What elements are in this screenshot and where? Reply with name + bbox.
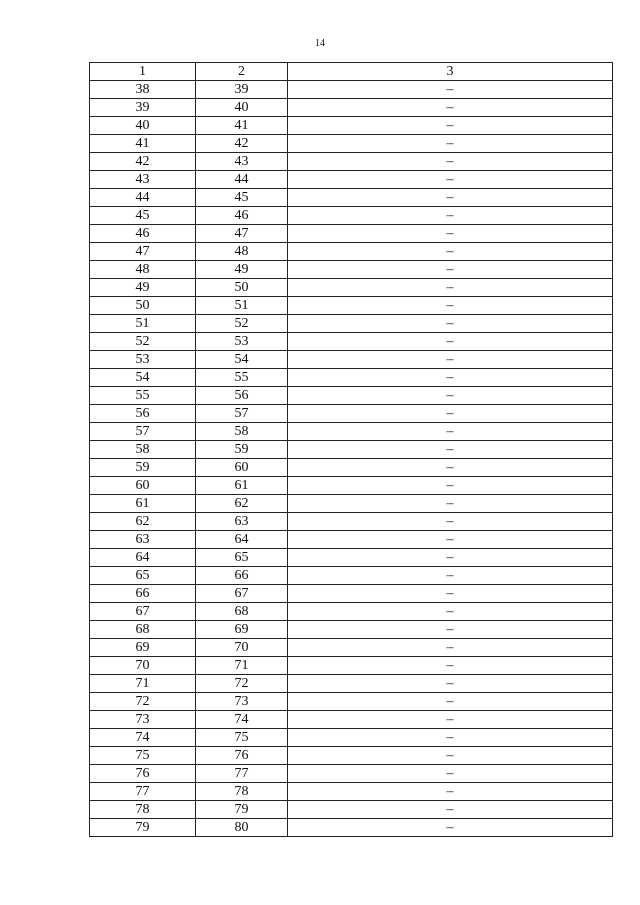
table-cell-col-1: 52 <box>90 333 196 351</box>
table-cell-col-2: 48 <box>196 243 288 261</box>
table-row <box>90 801 613 819</box>
table-cell-col-3: – <box>288 135 613 153</box>
table-cell-col-1: 70 <box>90 657 196 675</box>
table-row <box>90 639 613 657</box>
table-cell-col-3: – <box>288 747 613 765</box>
table-cell-col-3: – <box>288 189 613 207</box>
table-row <box>90 117 613 135</box>
table-cell-col-1: 73 <box>90 711 196 729</box>
table-cell-col-1: 50 <box>90 297 196 315</box>
table-cell-col-1: 60 <box>90 477 196 495</box>
table-cell-col-3: – <box>288 693 613 711</box>
table-cell-col-3: – <box>288 675 613 693</box>
table-cell-col-1: 72 <box>90 693 196 711</box>
table-row <box>90 189 613 207</box>
table-cell-col-1: 44 <box>90 189 196 207</box>
table-cell-col-1: 38 <box>90 81 196 99</box>
table-cell-col-3: – <box>288 765 613 783</box>
table-cell-col-2: 41 <box>196 117 288 135</box>
table-cell-col-3: – <box>288 459 613 477</box>
table-cell-col-3: – <box>288 351 613 369</box>
table-row <box>90 819 613 837</box>
table-cell-col-1: 41 <box>90 135 196 153</box>
table-cell-col-1: 57 <box>90 423 196 441</box>
table-row <box>90 261 613 279</box>
table-row <box>90 207 613 225</box>
table-cell-col-3: – <box>288 513 613 531</box>
table-cell-col-2: 59 <box>196 441 288 459</box>
table-cell-col-2: 56 <box>196 387 288 405</box>
table-cell-col-3: – <box>288 783 613 801</box>
table-row <box>90 783 613 801</box>
page-number: 14 <box>315 38 325 49</box>
table-row <box>90 747 613 765</box>
table-cell-col-1: 66 <box>90 585 196 603</box>
table-cell-col-2: 45 <box>196 189 288 207</box>
table-cell-col-3: – <box>288 261 613 279</box>
table-cell-col-2: 78 <box>196 783 288 801</box>
table-cell-col-1: 68 <box>90 621 196 639</box>
table-cell-col-3: – <box>288 171 613 189</box>
table-cell-col-3: – <box>288 405 613 423</box>
table-cell-col-3: – <box>288 531 613 549</box>
table-row <box>90 765 613 783</box>
table-cell-col-1: 42 <box>90 153 196 171</box>
table-cell-col-2: 68 <box>196 603 288 621</box>
table-row <box>90 513 613 531</box>
table-cell-col-2: 47 <box>196 225 288 243</box>
table-cell-col-2: 54 <box>196 351 288 369</box>
table-cell-col-3: – <box>288 225 613 243</box>
table-cell-col-2: 52 <box>196 315 288 333</box>
table-row <box>90 135 613 153</box>
table-cell-col-2: 72 <box>196 675 288 693</box>
table-row <box>90 279 613 297</box>
table-cell-col-2: 71 <box>196 657 288 675</box>
table-header-row <box>90 63 613 81</box>
table-cell-col-1: 76 <box>90 765 196 783</box>
table-cell-col-1: 45 <box>90 207 196 225</box>
table-cell-col-1: 47 <box>90 243 196 261</box>
table-row <box>90 333 613 351</box>
table-cell-col-2: 53 <box>196 333 288 351</box>
table-row <box>90 657 613 675</box>
table-row <box>90 531 613 549</box>
table-cell-col-1: 39 <box>90 99 196 117</box>
table-cell-col-3: – <box>288 297 613 315</box>
table-cell-col-3: – <box>288 81 613 99</box>
table-cell-col-1: 59 <box>90 459 196 477</box>
table-cell-col-2: 63 <box>196 513 288 531</box>
table-cell-col-1: 43 <box>90 171 196 189</box>
table-cell-col-1: 63 <box>90 531 196 549</box>
table-cell-col-2: 62 <box>196 495 288 513</box>
table-cell-col-2: 65 <box>196 549 288 567</box>
table-cell-col-3: – <box>288 819 613 837</box>
table-cell-col-3: – <box>288 621 613 639</box>
table-cell-col-2: 61 <box>196 477 288 495</box>
table-cell-col-1: 54 <box>90 369 196 387</box>
table-cell-col-1: 77 <box>90 783 196 801</box>
table-row <box>90 315 613 333</box>
table-row <box>90 585 613 603</box>
table-cell-col-2: 67 <box>196 585 288 603</box>
table-row <box>90 171 613 189</box>
table-cell-col-1: 65 <box>90 567 196 585</box>
table-cell-col-2: 66 <box>196 567 288 585</box>
table-cell-col-3: – <box>288 585 613 603</box>
table-cell-col-1: 78 <box>90 801 196 819</box>
table-cell-col-1: 74 <box>90 729 196 747</box>
table-cell-col-2: 74 <box>196 711 288 729</box>
table-cell-col-1: 75 <box>90 747 196 765</box>
table-cell-col-2: 51 <box>196 297 288 315</box>
table-cell-col-3: – <box>288 441 613 459</box>
table-cell-col-1: 62 <box>90 513 196 531</box>
table-row <box>90 225 613 243</box>
table-cell-col-3: – <box>288 477 613 495</box>
table-cell-col-1: 48 <box>90 261 196 279</box>
table-cell-col-3: – <box>288 567 613 585</box>
table-cell-col-2: 57 <box>196 405 288 423</box>
table-row <box>90 603 613 621</box>
table-cell-col-2: 43 <box>196 153 288 171</box>
table-cell-col-3: – <box>288 711 613 729</box>
table-row <box>90 675 613 693</box>
column-header-1: 1 <box>90 63 196 81</box>
table-row <box>90 351 613 369</box>
table-cell-col-2: 46 <box>196 207 288 225</box>
table-row <box>90 387 613 405</box>
table-row <box>90 495 613 513</box>
table-cell-col-2: 40 <box>196 99 288 117</box>
table-cell-col-3: – <box>288 603 613 621</box>
table-row <box>90 423 613 441</box>
table-cell-col-1: 40 <box>90 117 196 135</box>
table-cell-col-1: 58 <box>90 441 196 459</box>
table-cell-col-2: 70 <box>196 639 288 657</box>
column-header-3: 3 <box>288 63 613 81</box>
table-cell-col-1: 79 <box>90 819 196 837</box>
table-row <box>90 693 613 711</box>
table-cell-col-3: – <box>288 801 613 819</box>
table-cell-col-2: 69 <box>196 621 288 639</box>
table-cell-col-1: 69 <box>90 639 196 657</box>
table-cell-col-1: 49 <box>90 279 196 297</box>
table-cell-col-2: 77 <box>196 765 288 783</box>
table-row <box>90 81 613 99</box>
table-cell-col-3: – <box>288 657 613 675</box>
table-cell-col-2: 50 <box>196 279 288 297</box>
table-row <box>90 441 613 459</box>
table-row <box>90 711 613 729</box>
table-cell-col-3: – <box>288 207 613 225</box>
table-cell-col-1: 46 <box>90 225 196 243</box>
table-cell-col-2: 39 <box>196 81 288 99</box>
table-cell-col-3: – <box>288 369 613 387</box>
table-cell-col-3: – <box>288 423 613 441</box>
table-row <box>90 405 613 423</box>
data-table <box>89 62 613 837</box>
table-cell-col-1: 55 <box>90 387 196 405</box>
table-cell-col-3: – <box>288 549 613 567</box>
table-cell-col-3: – <box>288 243 613 261</box>
table-cell-col-3: – <box>288 495 613 513</box>
table-cell-col-2: 58 <box>196 423 288 441</box>
table-cell-col-1: 64 <box>90 549 196 567</box>
table-cell-col-3: – <box>288 153 613 171</box>
table-cell-col-2: 75 <box>196 729 288 747</box>
table-cell-col-2: 79 <box>196 801 288 819</box>
table-cell-col-2: 49 <box>196 261 288 279</box>
table-row <box>90 621 613 639</box>
table-row <box>90 729 613 747</box>
table-cell-col-1: 51 <box>90 315 196 333</box>
table-cell-col-2: 42 <box>196 135 288 153</box>
table-cell-col-1: 53 <box>90 351 196 369</box>
table-cell-col-3: – <box>288 315 613 333</box>
table-cell-col-1: 67 <box>90 603 196 621</box>
table-cell-col-3: – <box>288 639 613 657</box>
table-row <box>90 477 613 495</box>
table-cell-col-3: – <box>288 117 613 135</box>
column-header-2: 2 <box>196 63 288 81</box>
table-cell-col-1: 56 <box>90 405 196 423</box>
table-cell-col-2: 73 <box>196 693 288 711</box>
table-row <box>90 459 613 477</box>
table-row <box>90 369 613 387</box>
table-row <box>90 549 613 567</box>
table-row <box>90 153 613 171</box>
table-cell-col-2: 64 <box>196 531 288 549</box>
table-cell-col-3: – <box>288 99 613 117</box>
table-cell-col-3: – <box>288 279 613 297</box>
table-cell-col-2: 44 <box>196 171 288 189</box>
table-cell-col-1: 61 <box>90 495 196 513</box>
table-cell-col-2: 76 <box>196 747 288 765</box>
table-body <box>90 63 613 837</box>
table-cell-col-2: 80 <box>196 819 288 837</box>
table-cell-col-3: – <box>288 387 613 405</box>
table-cell-col-3: – <box>288 729 613 747</box>
table-cell-col-2: 55 <box>196 369 288 387</box>
table-row <box>90 567 613 585</box>
table-row <box>90 99 613 117</box>
table-row <box>90 243 613 261</box>
table-cell-col-1: 71 <box>90 675 196 693</box>
table-cell-col-2: 60 <box>196 459 288 477</box>
table-row <box>90 297 613 315</box>
table-cell-col-3: – <box>288 333 613 351</box>
